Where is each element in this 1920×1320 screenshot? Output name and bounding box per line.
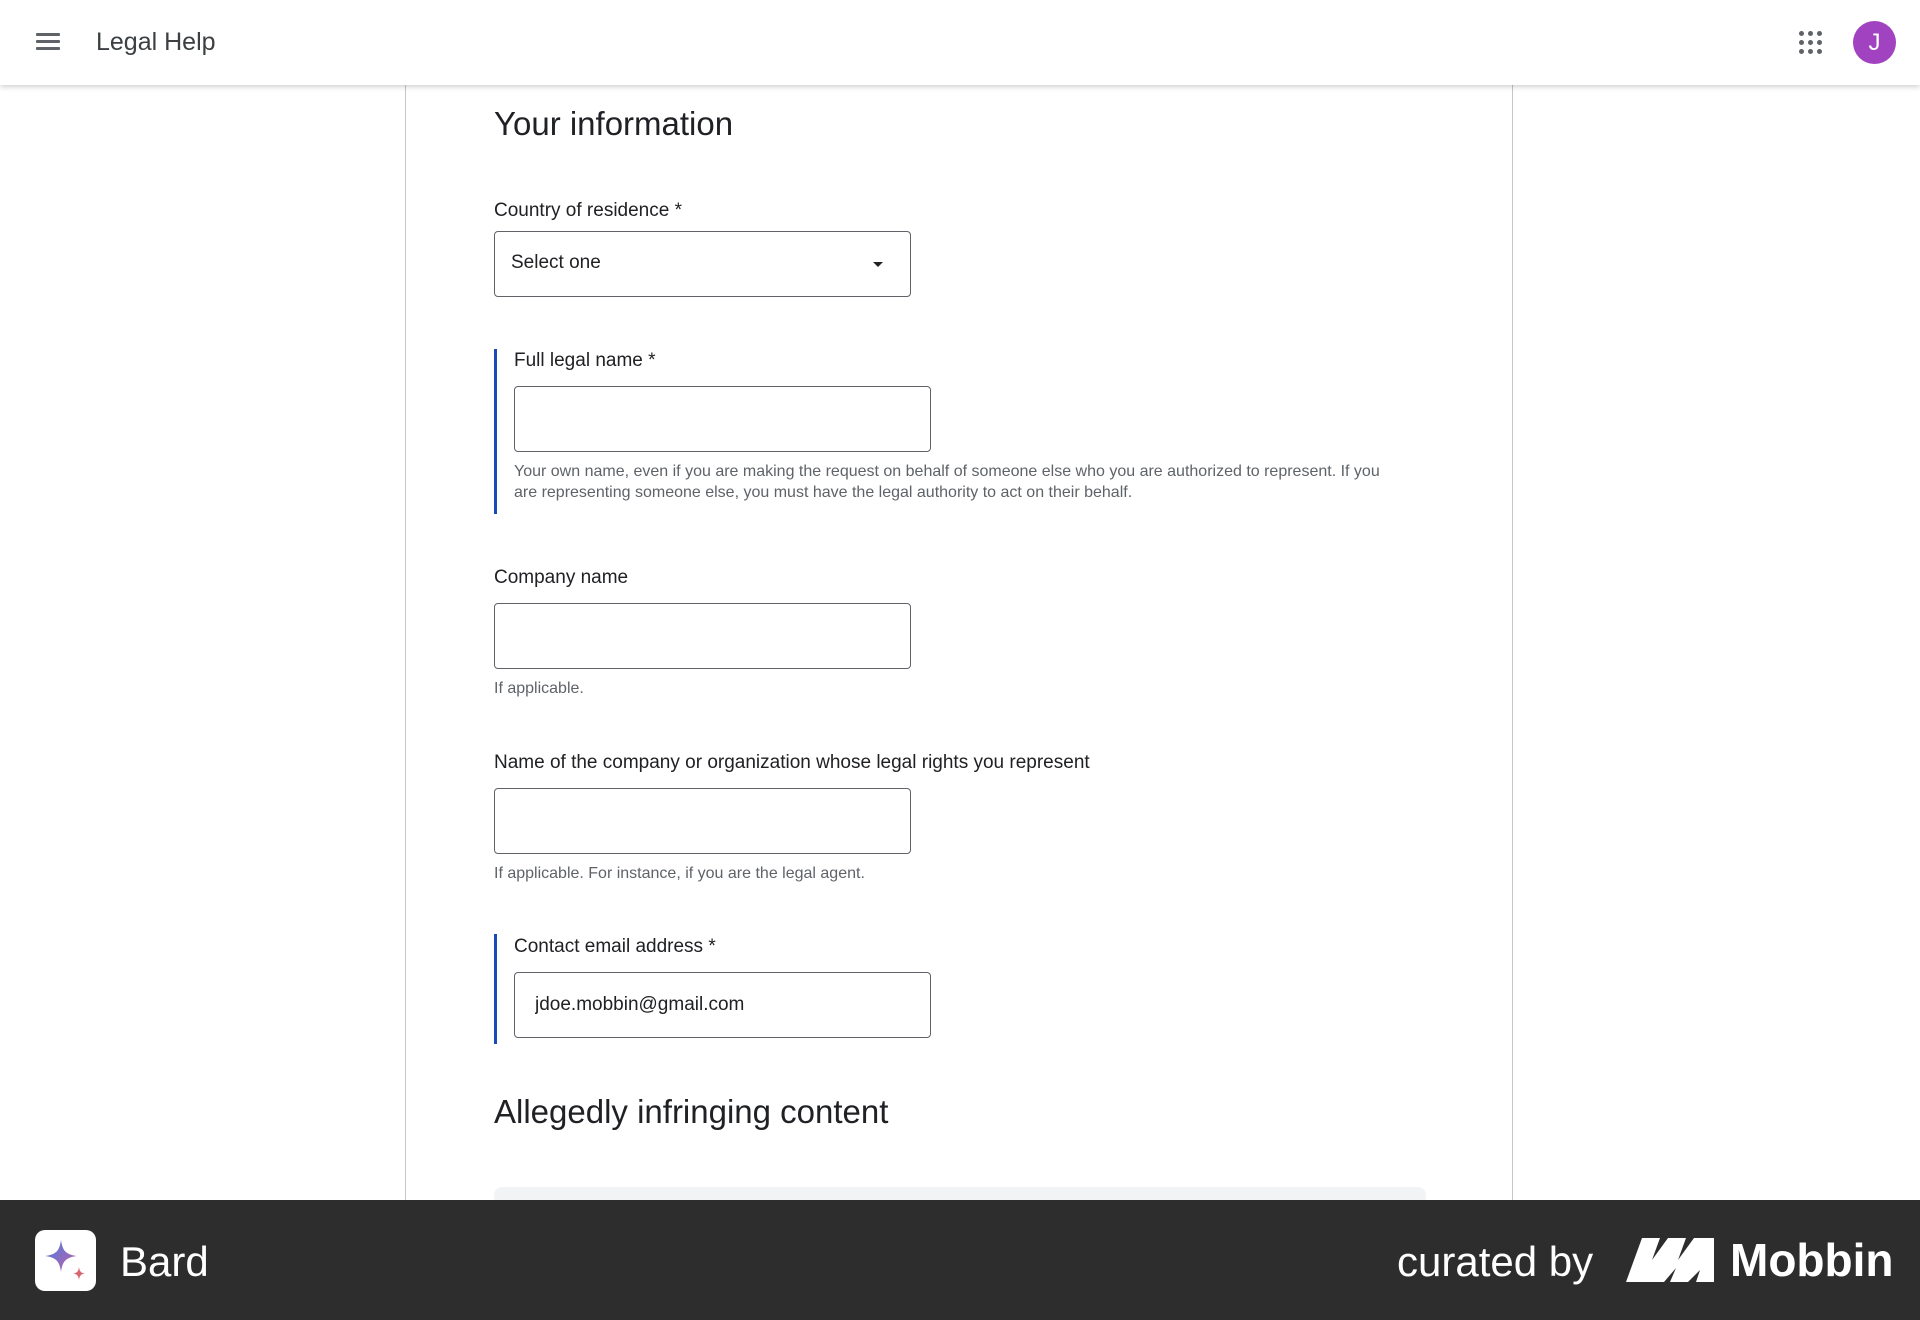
represented-org-label: Name of the company or organization whose legal rights you represent (494, 752, 1090, 773)
mobbin-brand: Mobbin (1730, 1234, 1894, 1286)
required-field-accent (494, 934, 497, 1044)
section-title-your-information: Your information (494, 105, 734, 142)
country-select[interactable] (494, 231, 911, 297)
company-name-input[interactable] (494, 603, 911, 669)
hamburger-menu-icon[interactable] (28, 22, 68, 62)
email-input[interactable] (514, 972, 931, 1038)
represented-org-input[interactable] (494, 788, 911, 854)
country-select-value: Select one (511, 252, 601, 273)
account-avatar[interactable]: J (1853, 21, 1896, 64)
represented-org-helper: If applicable. For instance, if you are the legal agent. (494, 865, 865, 882)
section-title-infringing-content: Allegedly infringing content (494, 1093, 889, 1130)
full-name-helper: Your own name, even if you are making the request on behalf of someone else who you are authorized to represent. If you are representing someone else, you must have the legal authority to act on their behalf. (514, 463, 1380, 501)
required-field-accent (494, 349, 497, 514)
dropdown-arrow-icon (873, 262, 883, 267)
bard-logo (35, 1230, 96, 1291)
mobbin-logo-icon (1626, 1238, 1714, 1282)
company-name-label: Company name (494, 567, 629, 588)
full-name-input[interactable] (514, 386, 931, 452)
app-title: Legal Help (96, 28, 216, 56)
footer-banner (0, 1200, 1920, 1320)
country-label: Country of residence * (494, 200, 682, 221)
full-name-label: Full legal name * (514, 350, 656, 371)
email-label: Contact email address * (514, 936, 716, 957)
bard-app-name: Bard (120, 1238, 209, 1285)
apps-grid-icon[interactable] (1792, 24, 1830, 62)
top-app-bar (0, 0, 1920, 85)
curated-by-text: curated by (1397, 1238, 1594, 1285)
company-name-helper: If applicable. (494, 680, 584, 697)
content-card (494, 1187, 1426, 1200)
